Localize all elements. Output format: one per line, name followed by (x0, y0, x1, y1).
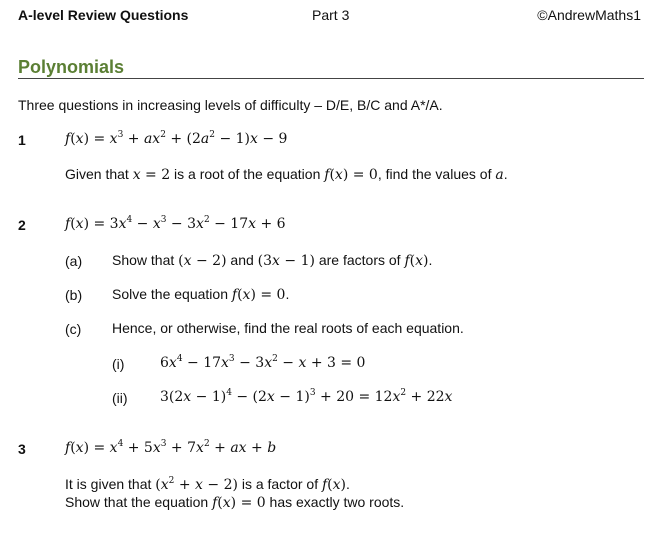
question-2-part-a-text: Show that (x − 2) and (3x − 1) are factors of f(x). (112, 252, 433, 269)
document-header-title: A-level Review Questions (18, 7, 189, 23)
question-2-part-c-label: (c) (65, 321, 82, 337)
question-1-given: Given that x = 2 is a root of the equation f(x) = 0, find the values of a. (65, 166, 508, 183)
question-2-equation: $f(x) = 3x^4 - x^3 - 3x^2 - 17x + 6$ (65, 215, 286, 232)
section-divider (18, 78, 644, 79)
question-2-subpart-ii-equation: $3(2x - 1)^4 - (2x - 1)^3 + 20 = 12x^2 + 22x$ (160, 388, 453, 405)
question-2-part-b-text: Solve the equation f(x) = 0. (112, 286, 290, 303)
question-3-equation: $f(x) = x^4 + 5x^3 + 7x^2$ + ax + b (65, 439, 277, 456)
question-3-line-2: Show that the equation f(x) = 0 has exactly two roots. (65, 494, 405, 511)
question-2-subpart-i-label: (i) (112, 356, 125, 372)
question-2-part-c-text: Hence, or otherwise, find the real roots of each equation. (112, 320, 464, 336)
section-title: Polynomials (18, 57, 125, 77)
question-1-number: 1 (18, 132, 26, 148)
question-2-subpart-i-equation: $6x^4 - 17x^3 - 3x^2 - x + 3 = 0$ (160, 354, 366, 371)
question-1-equation: $f(x) = x^3 + ax^2 + (2a^2 - 1)x - 9$ (65, 130, 288, 147)
question-3-number: 3 (18, 441, 26, 457)
question-3-line-1: It is given that $(x^2 + x - 2)$ is a factor of f(x). (65, 476, 350, 493)
question-2-part-a-label: (a) (65, 253, 83, 269)
document-header-part: Part 3 (312, 7, 350, 23)
question-2-part-b-label: (b) (65, 287, 83, 303)
question-2-subpart-ii-label: (ii) (112, 390, 128, 406)
intro-text: Three questions in increasing levels of difficulty – D/E, B/C and A*/A. (18, 97, 443, 113)
document-header-copyright: ©AndrewMaths1 (537, 7, 641, 23)
question-2-number: 2 (18, 217, 26, 233)
